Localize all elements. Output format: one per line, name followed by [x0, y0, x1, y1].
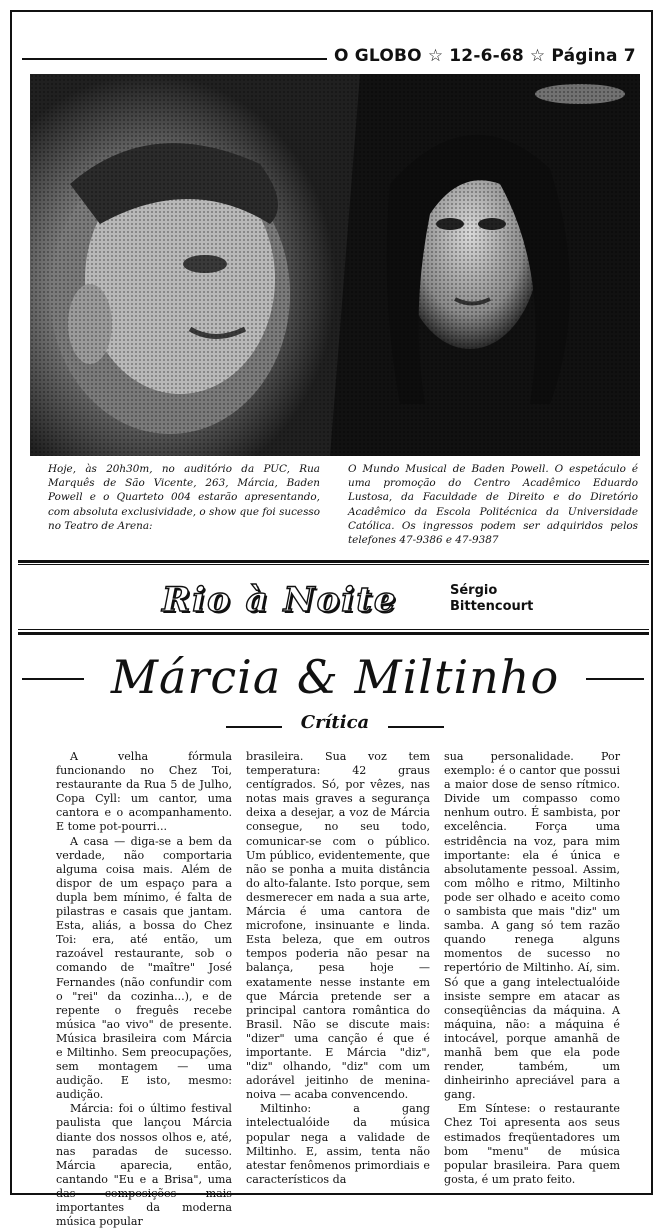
article-headline-row	[12, 648, 651, 710]
newspaper-name: O GLOBO	[334, 46, 422, 66]
subhead-rule	[388, 726, 444, 728]
author-first-name: Sérgio	[450, 583, 498, 598]
article-paragraph: Miltinho: a gang intelectualóide da música popular nega a validade de Miltinho. E, assim, tenta não atestar fenômenos primordiais e característicos da	[246, 1102, 430, 1186]
issue-date: 12-6-68	[449, 46, 524, 66]
caption-column: O Mundo Musical de Baden Powell. O espetáculo é uma promoção do Centro Acadêmico Eduardo Lustosa, da Faculdade de Direito e do Diretório Acadêmico da Escola Politécnica da Universidade Católica. Os ingressos podem ser adquiridos pelos telefones 47-9386 e 47-9387	[348, 463, 638, 547]
column-title: Rio à Noite	[162, 580, 398, 620]
headline-rule	[22, 678, 84, 680]
page-header-text	[334, 46, 636, 66]
page-header	[12, 12, 651, 70]
newspaper-page	[10, 10, 653, 1229]
photograph-icon	[30, 74, 640, 456]
article-subhead: Crítica	[300, 712, 370, 733]
section-divider	[18, 560, 649, 563]
star-icon: ☆	[529, 46, 546, 66]
article-paragraph: A casa — diga-se a bem da verdade, não comportaria alguma coisa mais. Além de dispor de um espaço para a dupla bem mínimo, é falta de pilastras e casais que jantam. Esta, aliás, a bossa do Chez Toi: era, até então, um razoável restaurante, sob o comando de "maître" José Fernandes (não confundir com o "rei" da cozinha...), e de repente o freguês recebe música "ao vivo" de presente. Música brasileira com Márcia e Miltinho. Sem preocupações, sem montagem — uma audição. E isto, mesmo: audição.	[56, 834, 232, 1102]
article-paragraph: sua personalidade. Por exemplo: é o cantor que possui a maior dose de senso rítmico. Divide um compasso como nenhum outro. É sambista, por excelência. Força uma estridência na voz, para mim importante: ela é única e absolutamente pessoal. Assim, com môlho e ritmo, Miltinho pode ser olhado e aceito como o sambista que mais "diz" um samba. A gang só tem razão quando renega alguns momentos de sucesso no repertório de Miltinho. Aí, sim. Só que a gang intelectualóide insiste sempre em atacar as conseqüências da máquina. A máquina, não: a máquina é intocável, porque amanhã de manhã bem que ela pode render, também, um dinheirinho apreciável para a gang.	[444, 750, 620, 1102]
header-rule	[22, 58, 327, 60]
column-author	[450, 583, 533, 615]
author-last-name: Bittencourt	[450, 599, 534, 614]
article-subhead-row	[12, 712, 651, 742]
star-icon: ☆	[427, 46, 444, 66]
article-column	[56, 750, 232, 1229]
column-masthead	[162, 580, 534, 622]
photo-caption	[48, 462, 638, 554]
caption-column: Hoje, às 20h30m, no auditório da PUC, Rua Marquês de São Vicente, 263, Márcia, Baden Powell e o Quarteto 004 estarão apresentando, com absoluta exclusividade, o show que foi sucesso no Teatro de Arena:	[48, 463, 320, 532]
article-column	[246, 750, 430, 1187]
headline-rule	[586, 678, 644, 680]
section-divider	[18, 629, 649, 630]
section-divider	[18, 564, 649, 565]
article-paragraph: Márcia: foi o último festival paulista que lançou Márcia diante dos nossos olhos e, até, nas paradas de sucesso. Márcia aparecia, então, cantando "Eu e a Brisa", uma das composições mais importantes da moderna música popular	[56, 1102, 232, 1229]
article-body	[12, 750, 651, 1229]
section-divider	[18, 632, 649, 635]
page-number: Página 7	[551, 46, 636, 66]
subhead-rule	[226, 726, 282, 728]
article-paragraph: Em Síntese: o restaurante Chez Toi apresenta aos seus estimados freqüentadores um bom "menu" de música popular brasileira. Para quem gosta, é um prato feito.	[444, 1102, 620, 1186]
article-paragraph: brasileira. Sua voz tem temperatura: 42 graus centígrados. Só, por vêzes, nas notas mais graves a segurança deixa a desejar, a voz de Márcia consegue, no seu todo, comunicar-se com o público. Um público, evidentemente, que não se ponha a muita distância do alto-falante. Isto porque, sem desmerecer em nada a sua arte, Márcia é uma cantora de microfone, insinuante e linda. Esta beleza, que em outros tempos poderia não pesar na balança, pesa hoje — exatamente nesse instante em que Márcia pretende ser a principal cantora romântica do Brasil. Não se discute mais: "dizer" uma canção é que é importante. E Márcia "diz", "diz" olhando, "diz" com um adorável jeitinho de menina-noiva — acaba convencendo.	[246, 750, 430, 1102]
article-paragraph: A velha fórmula funcionando no Chez Toi, restaurante da Rua 5 de Julho, Copa Cyll: um cantor, uma cantora e o acompanhamento. E tome pot-pourri...	[56, 750, 232, 834]
article-headline: Márcia & Miltinho	[110, 650, 560, 704]
article-column	[444, 750, 620, 1187]
